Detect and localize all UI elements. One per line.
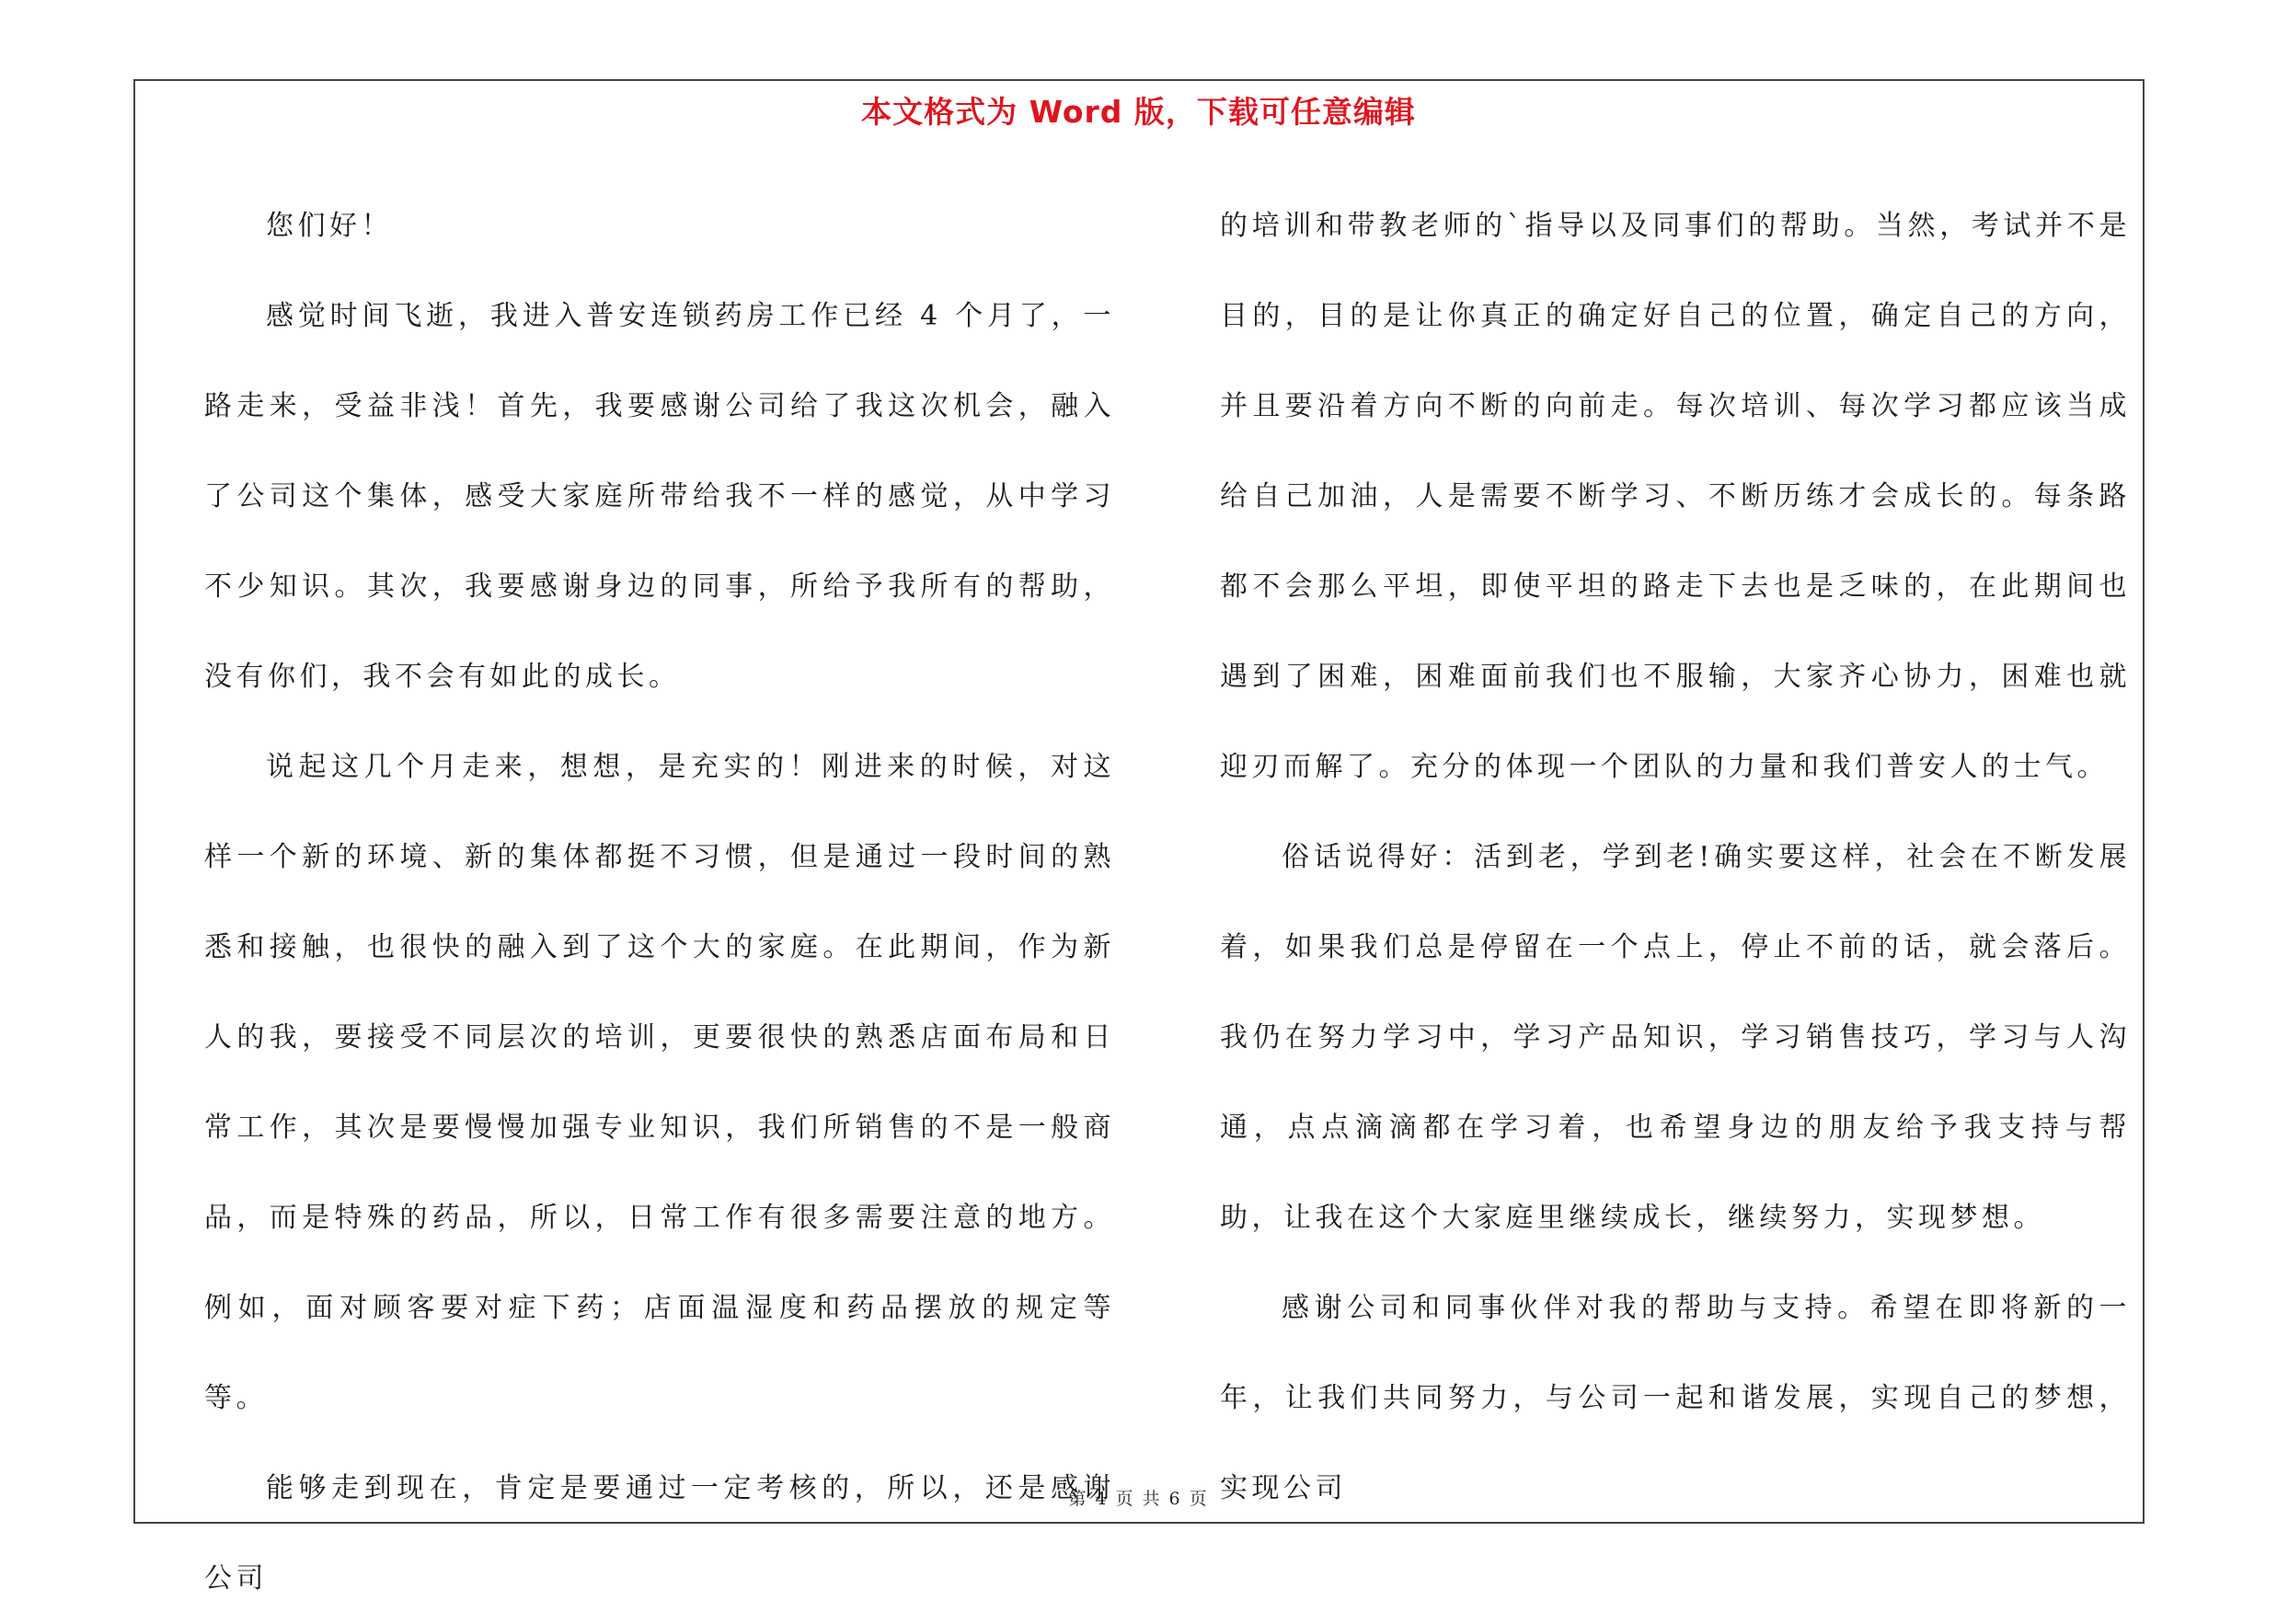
paragraph: 俗话说得好：活到老，学到老!确实要这样，社会在不断发展着，如果我们总是停留在一个点上，停止不前的话，就会落后。我仍在努力学习中，学习产品知识，学习销售技巧，学习与人沟通，点点滴滴都在学习着，也希望身边的朋友给予我支持与帮助，让我在这个大家庭里继续成长，继续努力，实现梦想。 — [1220, 841, 2131, 1234]
page-number: 第 4 页 共 6 页 — [1068, 1489, 1209, 1509]
right-text-column — [1220, 181, 2131, 1534]
paragraph: 能够走到现在，肯定是要通过一定考核的，所以，还是感谢公司 — [204, 1472, 1115, 1595]
paragraph: 的培训和带教老师的`指导以及同事们的帮助。当然，考试并不是目的，目的是让你真正的确定好自己的位置，确定自己的方向，并且要沿着方向不断的向前走。每次培训、每次学习都应该当成给自己加油，人是需要不断学习、不断历练才会成长的。每条路都不会那么平坦，即使平坦的路走下去也是乏味的，在此期间也遇到了困难，困难面前我们也不服输，大家齐心协力，困难也就迎刃而解了。充分的体现一个团队的力量和我们普安人的士气。 — [1220, 210, 2131, 783]
left-text-column — [204, 181, 1115, 1624]
paragraph: 您们好！ — [266, 210, 393, 242]
paragraph: 感觉时间飞逝，我进入普安连锁药房工作已经 4 个月了，一路走来，受益非浅！首先，我要感谢公司给了我这次机会，融入了公司这个集体，感受大家庭所带给我不一样的感觉，从中学习不少知识。其次，我要感谢身边的同事，所给予我所有的帮助，没有你们，我不会有如此的成长。 — [204, 300, 1115, 693]
paragraph: 感谢公司和同事伙伴对我的帮助与支持。希望在即将新的一年，让我们共同努力，与公司一起和谐发展，实现自己的梦想，实现公司 — [1220, 1292, 2131, 1504]
paragraph: 说起这几个月走来，想想，是充实的！刚进来的时候，对这样一个新的环境、新的集体都挺不习惯，但是通过一段时间的熟悉和接触，也很快的融入到了这个大的家庭。在此期间，作为新人的我，要接受不同层次的培训，更要很快的熟悉店面布局和日常工作，其次是要慢慢加强专业知识，我们所销售的不是一般商品，而是特殊的药品，所以，日常工作有很多需要注意的地方。例如，面对顾客要对症下药；店面温湿度和药品摆放的规定等等。 — [204, 751, 1115, 1414]
document-banner: 本文格式为 Word 版，下载可任意编辑 — [861, 94, 1416, 130]
